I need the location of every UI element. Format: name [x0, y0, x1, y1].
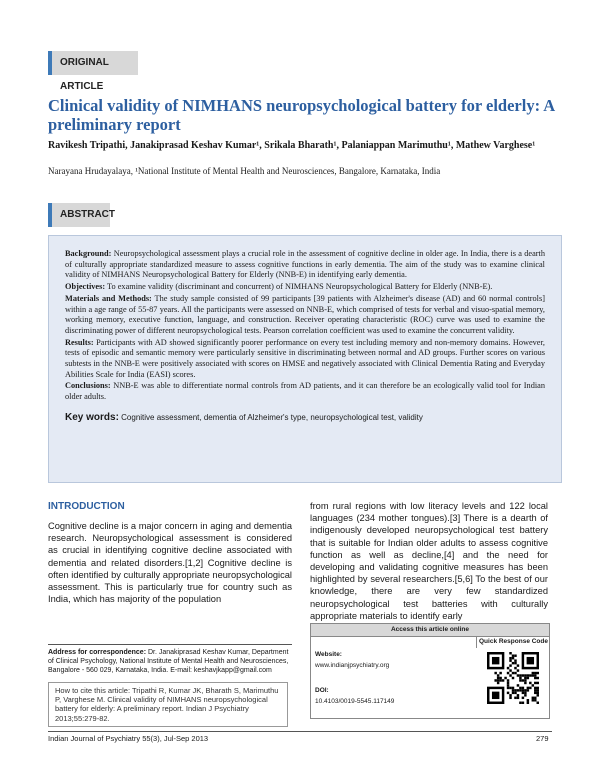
article-type-label: ORIGINAL ARTICLE — [48, 51, 138, 75]
correspondence — [48, 644, 292, 675]
footer-journal: Indian Journal of Psychiatry 55(3), Jul-Sep 2013 — [48, 734, 209, 743]
qr-label: Quick Response Code — [476, 636, 550, 648]
qr-code-icon — [487, 652, 539, 704]
correspondence-text: Dr. Janakiprasad Keshav Kumar, Department of Clinical Psychology, National Institute of Mental Health and Neurosciences, Bangalore - 560 029, Karnataka, India. E-mail: keshavjkapp@gmail.com — [48, 649, 289, 674]
authors: Ravikesh Tripathi, Janakiprasad Keshav Kumar¹, Srikala Bharath¹, Palaniappan Marimuthu¹, Mathew Varghese¹ — [48, 140, 536, 151]
doi-label: DOI: — [315, 687, 329, 694]
website-link[interactable]: www.indianjpsychiatry.org — [315, 662, 390, 669]
introduction-col2: from rural regions with low literacy levels and 122 local languages (234 mother tongues).[3] There is a dearth of indigenously developed neuropsychological test battery that is suitable for Indian older adults to assess cognitive function as well as decline,[4] and the need for developing and validating cognitive measures has been highlighted by several researchers.[5,6] To the best of our knowledge, there are very few standardized neuropsychological test batteries with culturally appropriate materials to identify early — [310, 501, 548, 621]
abstract-results: Results: Participants with AD showed significantly poorer performance on every test including memory and non-memory domains. However, tests of episodic and semantic memory were particularly sensitive in discriminating between normal and AD groups. Further scores on various subtests in the NNB-E were positively associated with scores on HMSE and negatively associated with Clinical Dementia Rating and Everyday Abilities Scale for India (EASI) scores. — [65, 337, 545, 379]
website-label: Website: — [315, 651, 342, 658]
article-title: Clinical validity of NIMHANS neuropsychological battery for elderly: A preliminary report — [48, 96, 555, 134]
abstract-methods: Materials and Methods: The study sample consisted of 99 participants [39 patients with Alzheimer's disease (AD) and 60 normal controls] within a age range of 55-87 years. All the participants were assessed on NNB-E, which comprised of tests for verbal and visuo-spatial memory, working memory, executive function, language, and construction. Receiver operating characteristic (ROC) curve was used to examine the discriminating power of different neuropsychological tests. Pearson correlation coefficient was used to examine the concurrent validity. — [65, 293, 545, 335]
introduction-col1: Cognitive decline is a major concern in aging and dementia research. Neuropsychological assessment is considered as crucial in identifying cognitive decline associated with dementia and related disorders.[1,2] Cognitive decline is often identified by culturally appropriate neuropsychological assessment. This is particularly true for country such as India, which has majority of the population — [48, 521, 292, 605]
correspondence-label: Address for correspondence: — [48, 649, 147, 656]
abstract-label: ABSTRACT — [48, 203, 110, 227]
footer-rule — [48, 731, 552, 732]
doi-value[interactable]: 10.4103/0019-5545.117149 — [315, 698, 395, 705]
abstract-background: Background: Neuropsychological assessment plays a crucial role in the assessment of cognitive decline in older age. In India, there is a dearth of culturally appropriate standardized measure to assess cognitive functions in early dementia. The aim of the study was to examine clinical validity of NIMHANS Neuropsychological Battery for Elderly (NNB-E) in identifying early dementia. — [65, 249, 546, 280]
how-to-cite-box: How to cite this article: Tripathi R, Kumar JK, Bharath S, Marimuthu P, Varghese M. Clinical validity of NIMHANS neuropsychological battery for elderly: A preliminary report. Indian J Psychiatry 2013;55:279-82. — [48, 682, 288, 727]
abstract-conclusions: Conclusions: NNB-E was able to differentiate normal controls from AD patients, and it can therefore be an ecologically valid tool for Indian older adults. — [65, 381, 545, 402]
access-header: Access this article online — [311, 624, 549, 637]
abstract-objectives: Objectives: To examine validity (discriminant and concurrent) of NIMHANS Neuropsychological Battery for Elderly (NNB-E). — [65, 282, 493, 292]
page-number: 279 — [536, 734, 549, 743]
access-online-box — [310, 623, 550, 719]
keywords: Key words: Cognitive assessment, dementia of Alzheimer's type, neuropsychological test, validity — [65, 411, 423, 423]
affiliations: Narayana Hrudayalaya, ¹National Institute of Mental Health and Neurosciences, Bangalore, Karnataka, India — [48, 166, 441, 176]
abstract-box — [48, 235, 562, 483]
introduction-heading: INTRODUCTION — [48, 501, 125, 512]
